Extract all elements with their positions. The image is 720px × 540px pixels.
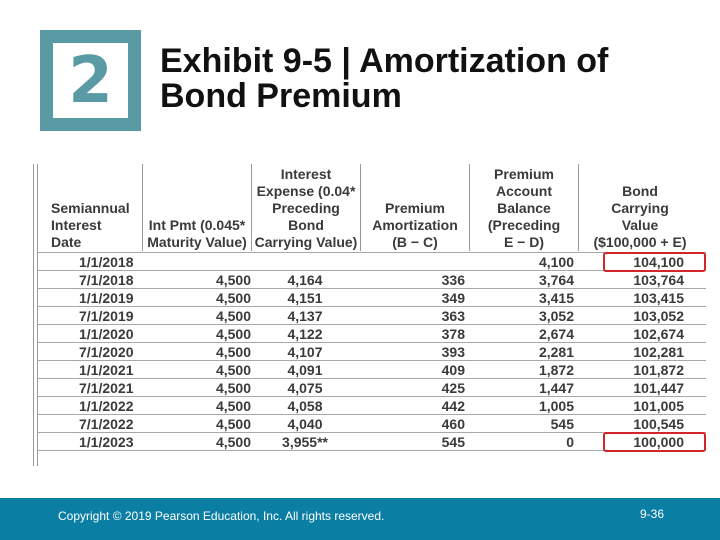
cell-balance: 0 — [566, 434, 574, 450]
cell-date: 1/1/2019 — [79, 290, 134, 306]
cell-expense: 4,091 — [287, 362, 323, 378]
highlight-box-last — [603, 432, 706, 452]
header-line: (Preceding — [487, 217, 561, 233]
highlight-box-first — [603, 252, 706, 272]
cell-carrying-value: 103,764 — [633, 272, 684, 288]
cell-amortization: 545 — [441, 434, 465, 450]
cell-payment: 4,500 — [215, 272, 251, 288]
header-balance — [470, 164, 578, 251]
header-line: Semiannual — [51, 200, 130, 216]
row-divider — [37, 324, 706, 325]
row-divider — [37, 378, 706, 379]
cell-balance: 3,415 — [538, 290, 574, 306]
cell-expense: 4,040 — [287, 416, 323, 432]
cell-amortization: 425 — [441, 380, 465, 396]
cell-date: 1/1/2018 — [79, 254, 134, 270]
header-carrying-value — [579, 164, 701, 251]
cell-date: 1/1/2023 — [79, 434, 134, 450]
table-row — [33, 362, 706, 379]
cell-expense: 4,164 — [287, 272, 323, 288]
copyright-text: Copyright © 2019 Pearson Education, Inc. All rights reserved. — [58, 509, 385, 523]
cell-carrying-value: 101,872 — [633, 362, 684, 378]
header-line: Carrying Value) — [254, 234, 358, 250]
cell-payment: 4,500 — [215, 416, 251, 432]
cell-amortization: 349 — [441, 290, 465, 306]
cell-carrying-value: 103,052 — [633, 308, 684, 324]
cell-payment: 4,500 — [215, 398, 251, 414]
cell-balance: 1,447 — [538, 380, 574, 396]
header-line: Interest — [280, 166, 332, 182]
section-number: 2 — [68, 43, 113, 118]
cell-payment: 4,500 — [215, 434, 251, 450]
cell-expense: 4,137 — [287, 308, 323, 324]
row-divider — [37, 360, 706, 361]
cell-balance: 2,674 — [538, 326, 574, 342]
cell-carrying-value: 101,005 — [633, 398, 684, 414]
table-row — [33, 416, 706, 433]
cell-date: 7/1/2020 — [79, 344, 134, 360]
cell-expense: 4,107 — [287, 344, 323, 360]
cell-date: 1/1/2021 — [79, 362, 134, 378]
slide-title: Exhibit 9-5 | Amortization of Bond Premium — [160, 42, 609, 115]
header-expense — [252, 164, 360, 251]
cell-balance: 3,764 — [538, 272, 574, 288]
table-row — [33, 398, 706, 415]
cell-date: 7/1/2022 — [79, 416, 134, 432]
cell-expense: 4,075 — [287, 380, 323, 396]
cell-balance: 1,872 — [538, 362, 574, 378]
cell-carrying-value: 100,545 — [633, 416, 684, 432]
header-line: Balance — [497, 200, 551, 216]
table-row — [33, 308, 706, 325]
cell-carrying-value: 101,447 — [633, 380, 684, 396]
table-row — [33, 326, 706, 343]
cell-balance: 4,100 — [538, 254, 574, 270]
table-row — [33, 344, 706, 361]
cell-date: 7/1/2021 — [79, 380, 134, 396]
cell-payment: 4,500 — [215, 308, 251, 324]
cell-payment: 4,500 — [215, 344, 251, 360]
cell-expense: 3,955** — [282, 434, 328, 450]
row-divider — [37, 414, 706, 415]
table-row — [33, 272, 706, 289]
cell-amortization: 378 — [441, 326, 465, 342]
cell-carrying-value: 103,415 — [633, 290, 684, 306]
header-line: E − D) — [503, 234, 545, 250]
header-line: Carrying — [611, 200, 669, 216]
cell-amortization: 460 — [441, 416, 465, 432]
header-line: Amortization — [372, 217, 458, 233]
cell-amortization: 409 — [441, 362, 465, 378]
cell-date: 1/1/2022 — [79, 398, 134, 414]
cell-payment: 4,500 — [215, 362, 251, 378]
header-line: Premium — [494, 166, 554, 182]
cell-carrying-value: 102,674 — [633, 326, 684, 342]
header-line: Date — [51, 234, 82, 250]
header-line: Maturity Value) — [147, 234, 247, 250]
cell-carrying-value: 100,000 — [633, 434, 684, 450]
table-row — [33, 380, 706, 397]
cell-expense: 4,058 — [287, 398, 323, 414]
cell-payment: 4,500 — [215, 326, 251, 342]
header-line: (B − C) — [392, 234, 438, 250]
cell-amortization: 363 — [441, 308, 465, 324]
header-date — [51, 164, 141, 251]
cell-date: 7/1/2018 — [79, 272, 134, 288]
row-divider — [37, 306, 706, 307]
cell-amortization: 393 — [441, 344, 465, 360]
row-divider — [37, 342, 706, 343]
header-line: Bond — [288, 217, 324, 233]
section-number-badge — [40, 30, 141, 131]
row-divider — [37, 288, 706, 289]
cell-date: 1/1/2020 — [79, 326, 134, 342]
cell-payment: 4,500 — [215, 290, 251, 306]
header-line: Account — [496, 183, 552, 199]
header-line: Preceding — [272, 200, 340, 216]
footer-bar — [0, 498, 720, 540]
cell-carrying-value: 104,100 — [633, 254, 684, 270]
header-line: Interest — [51, 217, 102, 233]
cell-balance: 2,281 — [538, 344, 574, 360]
amortization-table — [33, 164, 706, 466]
cell-balance: 3,052 — [538, 308, 574, 324]
cell-expense: 4,151 — [287, 290, 323, 306]
table-row — [33, 290, 706, 307]
cell-payment: 4,500 — [215, 380, 251, 396]
header-line: Expense (0.04* — [256, 183, 356, 199]
cell-amortization: 442 — [441, 398, 465, 414]
cell-amortization: 336 — [441, 272, 465, 288]
header-amortization — [361, 164, 469, 251]
cell-balance: 545 — [550, 416, 574, 432]
header-line: Value — [621, 217, 659, 233]
cell-date: 7/1/2019 — [79, 308, 134, 324]
cell-expense: 4,122 — [287, 326, 323, 342]
header-line: Int Pmt (0.045* — [148, 217, 246, 233]
header-line: ($100,000 + E) — [593, 234, 687, 250]
header-payment — [143, 164, 251, 251]
row-divider — [37, 396, 706, 397]
header-line: Bond — [622, 183, 658, 199]
cell-carrying-value: 102,281 — [633, 344, 684, 360]
cell-balance: 1,005 — [538, 398, 574, 414]
page-number: 9-36 — [639, 507, 664, 521]
header-line: Premium — [385, 200, 445, 216]
